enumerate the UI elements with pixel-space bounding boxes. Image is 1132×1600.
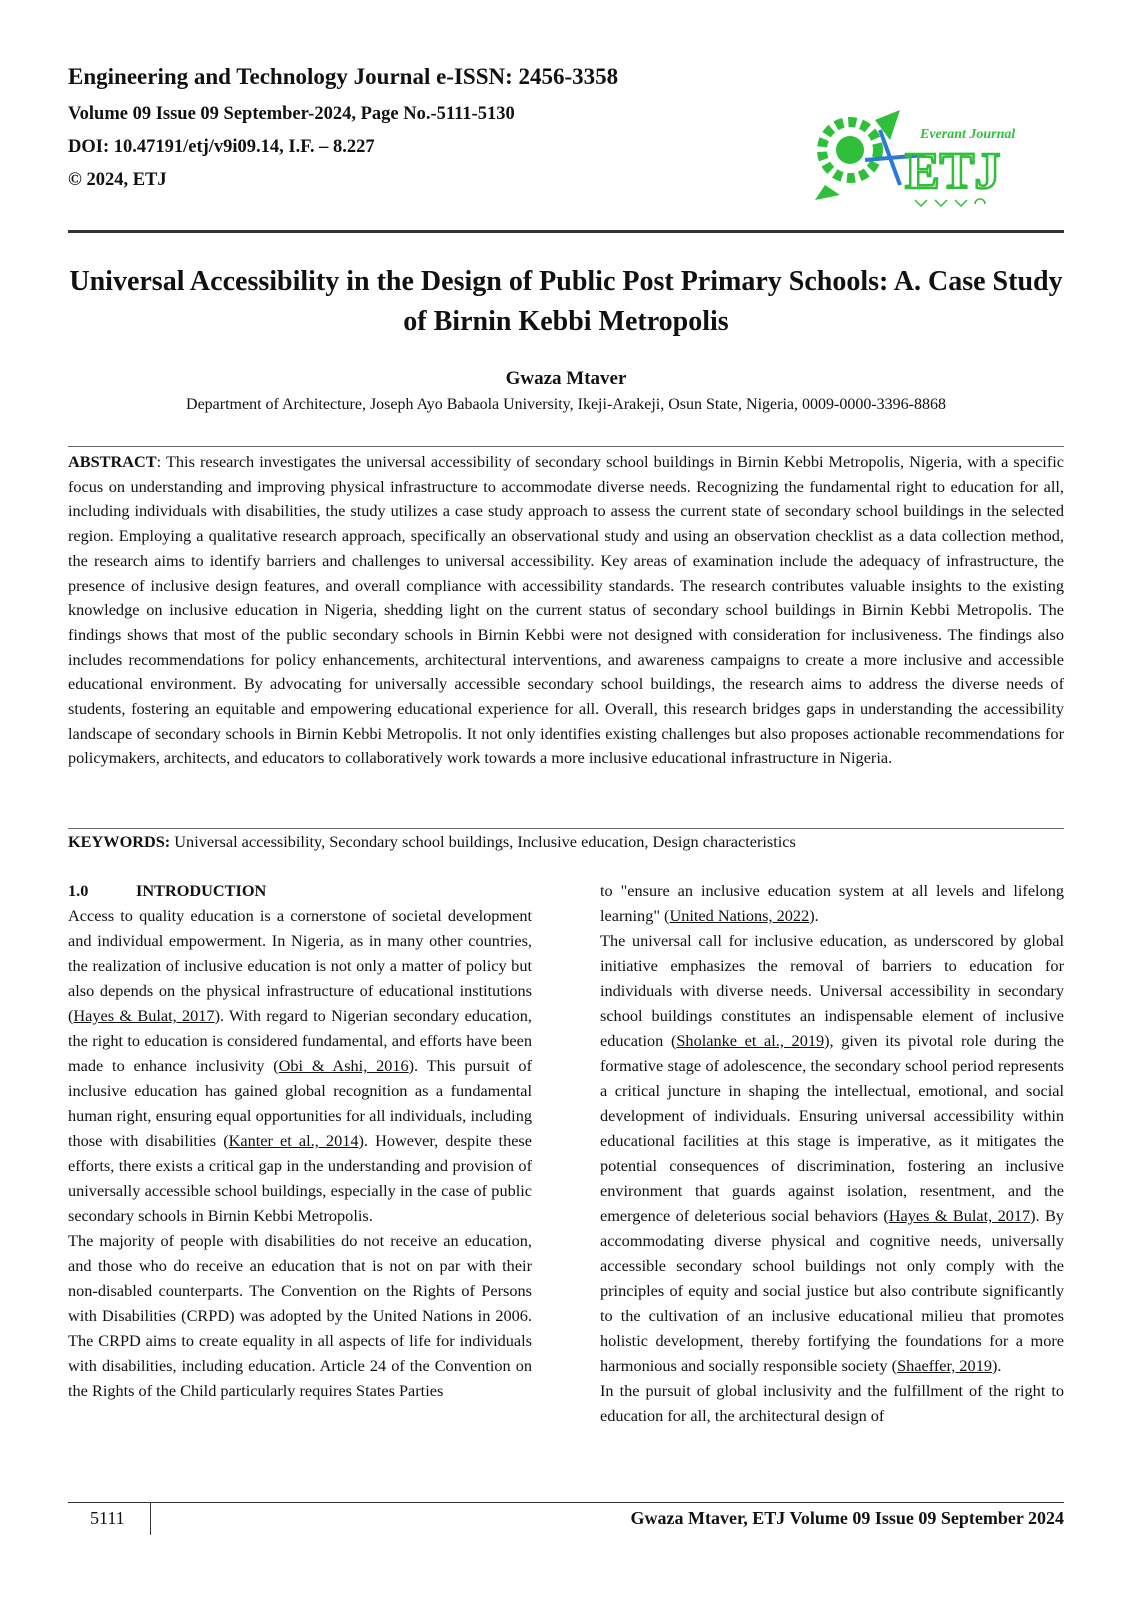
citation-link[interactable]: Sholanke et al., 2019 xyxy=(676,1031,825,1050)
keywords xyxy=(68,830,1064,854)
keywords-label: KEYWORDS: xyxy=(68,832,171,851)
footer-citation: Gwaza Mtaver, ETJ Volume 09 Issue 09 September 2024 xyxy=(630,1508,1064,1528)
paragraph: In the pursuit of global inclusivity and the fulfillment of the right to education for all, the architectural design of xyxy=(600,1381,1064,1425)
text-run: Access to quality education is a cornerstone of societal development and individual empowerment. In Nigeria, as in many other countries, the realization of inclusive education is not only a matter of policy but also depends on the physical infrastructure of educational institutions ( xyxy=(68,906,532,1025)
text-run: ). However, despite these efforts, there exists a critical gap in the understanding and provision of universally accessible school buildings, especially in the case of public secondary schools in Birnin Kebbi Metropolis. xyxy=(68,1131,532,1225)
paragraph: The majority of people with disabilities do not receive an education, and those who do receive an education that is not on par with their non-disabled counterparts. The Convention on the Rights of Persons with Disabilities (CRPD) was adopted by the United Nations in 2006. The CRPD aims to create equality in all aspects of life for individuals with disabilities, including education. Article 24 of the Convention on the Rights of the Child particularly requires States Parties xyxy=(68,1231,532,1400)
text-run: ). This pursuit of inclusive education has gained global recognition as a fundamental human right, ensuring equal opportunities for all individuals, including those with disabilities ( xyxy=(68,1056,532,1150)
citation-link[interactable]: Shaeffer, 2019 xyxy=(897,1356,992,1375)
author-affiliation: Department of Architecture, Joseph Ayo Babaola University, Ikeji-Arakeji, Osun State, Nigeria, 0009-0000-3396-8868 xyxy=(186,396,946,413)
citation-link[interactable]: United Nations, 2022 xyxy=(669,906,810,925)
section-heading xyxy=(68,878,532,903)
section-title: INTRODUCTION xyxy=(136,881,267,900)
paragraph xyxy=(68,903,532,1228)
logo-top-text: Everant Journal xyxy=(920,127,1015,142)
abstract-text: : This research investigates the universal accessibility of secondary school buildings in Birnin Kebbi Metropolis, Nigeria, with a specific focus on understanding and improving physical infrastructure to accommodate diverse needs. Recognizing the fundamental right to education for all, including individuals with disabilities, the study utilizes a case study approach to assess the current state of secondary school buildings in the selected region. Employing a qualitative research approach, specifically an observational study and using an observation checklist as a data collection method, the research aims to identify barriers and challenges to universal accessibility. Key areas of examination include the adequacy of infrastructure, the presence of inclusive design features, and overall compliance with accessibility standards. The research contributes valuable insights to the existing knowledge on inclusive education in Nigeria, shedding light on the current status of secondary school buildings in Birnin Kebbi Metropolis. The findings shows that most of the public secondary schools in Birnin Kebbi were not designed with consideration for inclusiveness. The findings also includes recommendations for policy enhancements, architectural interventions, and awareness campaigns to create a more inclusive and accessible educational environment. By advocating for universally accessible secondary school buildings, the research aims to address the diverse needs of students, fostering an equitable and empowering educational experience for all. Overall, this research bridges gaps in understanding the accessibility landscape of secondary schools in Birnin Kebbi Metropolis. It not only identifies existing challenges but also proposes actionable recommendations for policymakers, architects, and educators to collaboratively work towards a more inclusive educational infrastructure in Nigeria. xyxy=(68,452,1064,768)
header-divider xyxy=(68,230,1064,233)
author-name: Gwaza Mtaver xyxy=(505,368,627,389)
right-column xyxy=(600,878,1064,1428)
text-run: ). By accommodating diverse physical and cognitive needs, universally accessible secondary school buildings not only comply with the principles of equity and social justice but also contribute significantly to the cultivation of an inclusive educational milieu that promotes holistic development, thereby fortifying the foundations for a more harmonious and socially responsible society ( xyxy=(600,1206,1065,1375)
citation-link[interactable]: Kanter et al., 2014 xyxy=(228,1131,359,1150)
footer-divider xyxy=(68,1502,1064,1503)
logo-decoration-icon xyxy=(915,199,985,206)
citation-link[interactable]: Hayes & Bulat, 2017 xyxy=(73,1006,215,1025)
text-run: ). xyxy=(991,1356,1002,1375)
text-run: ). xyxy=(809,906,819,925)
section-number: 1.0 xyxy=(68,881,89,900)
left-column xyxy=(68,878,532,1403)
abstract-label: ABSTRACT xyxy=(68,452,157,471)
journal-name: Engineering and Technology Journal e-ISSN: 2456-3358 xyxy=(68,64,619,89)
text-run: to "ensure an inclusive education system at all levels and lifelong learning" ( xyxy=(600,881,1064,925)
paragraph xyxy=(600,928,1064,1378)
abstract-top-divider xyxy=(68,446,1064,447)
citation-link[interactable]: Hayes & Bulat, 2017 xyxy=(888,1206,1031,1225)
etj-logo xyxy=(805,100,1015,220)
citation-link[interactable]: Obi & Ashi, 2016 xyxy=(278,1056,409,1075)
text-run: The universal call for inclusive education, as underscored by global initiative emphasizes the removal of barriers to education for individuals with diverse needs. Universal accessibility in secondary school buildings constitutes an indispensable element of inclusive education ( xyxy=(600,931,1064,1050)
abstract-bottom-divider xyxy=(68,828,1064,829)
paragraph xyxy=(600,878,1064,928)
keywords-text: Universal accessibility, Secondary school buildings, Inclusive education, Design characteristics xyxy=(170,832,796,851)
article-title: Universal Accessibility in the Design of Public Post Primary Schools: A. Case Study of Birnin Kebbi Metropolis xyxy=(69,266,1063,337)
journal-header xyxy=(68,64,768,203)
text-run: ). With regard to Nigerian secondary education, the right to education is considered fundamental, and efforts have been made to enhance inclusivity ( xyxy=(68,1006,532,1075)
volume-info: Volume 09 Issue 09 September-2024, Page No.-5111-5130 xyxy=(68,104,515,124)
copyright: © 2024, ETJ xyxy=(68,170,167,190)
page-number: 5111 xyxy=(90,1508,125,1528)
logo-mark: ETJ xyxy=(905,143,1001,200)
footer-separator xyxy=(150,1503,151,1535)
doi-info: DOI: 10.47191/etj/v9i09.14, I.F. – 8.227 xyxy=(68,137,375,157)
abstract xyxy=(68,450,1064,771)
text-run: ), given its pivotal role during the formative stage of adolescence, the secondary school period represents a critical juncture in shaping the intellectual, emotional, and social development of individuals. Ensuring universal accessibility within educational facilities at this stage is imperative, as it mitigates the potential consequences of discrimination, fostering an inclusive environment that guards against isolation, resentment, and the emergence of deleterious social behaviors ( xyxy=(600,1031,1065,1225)
